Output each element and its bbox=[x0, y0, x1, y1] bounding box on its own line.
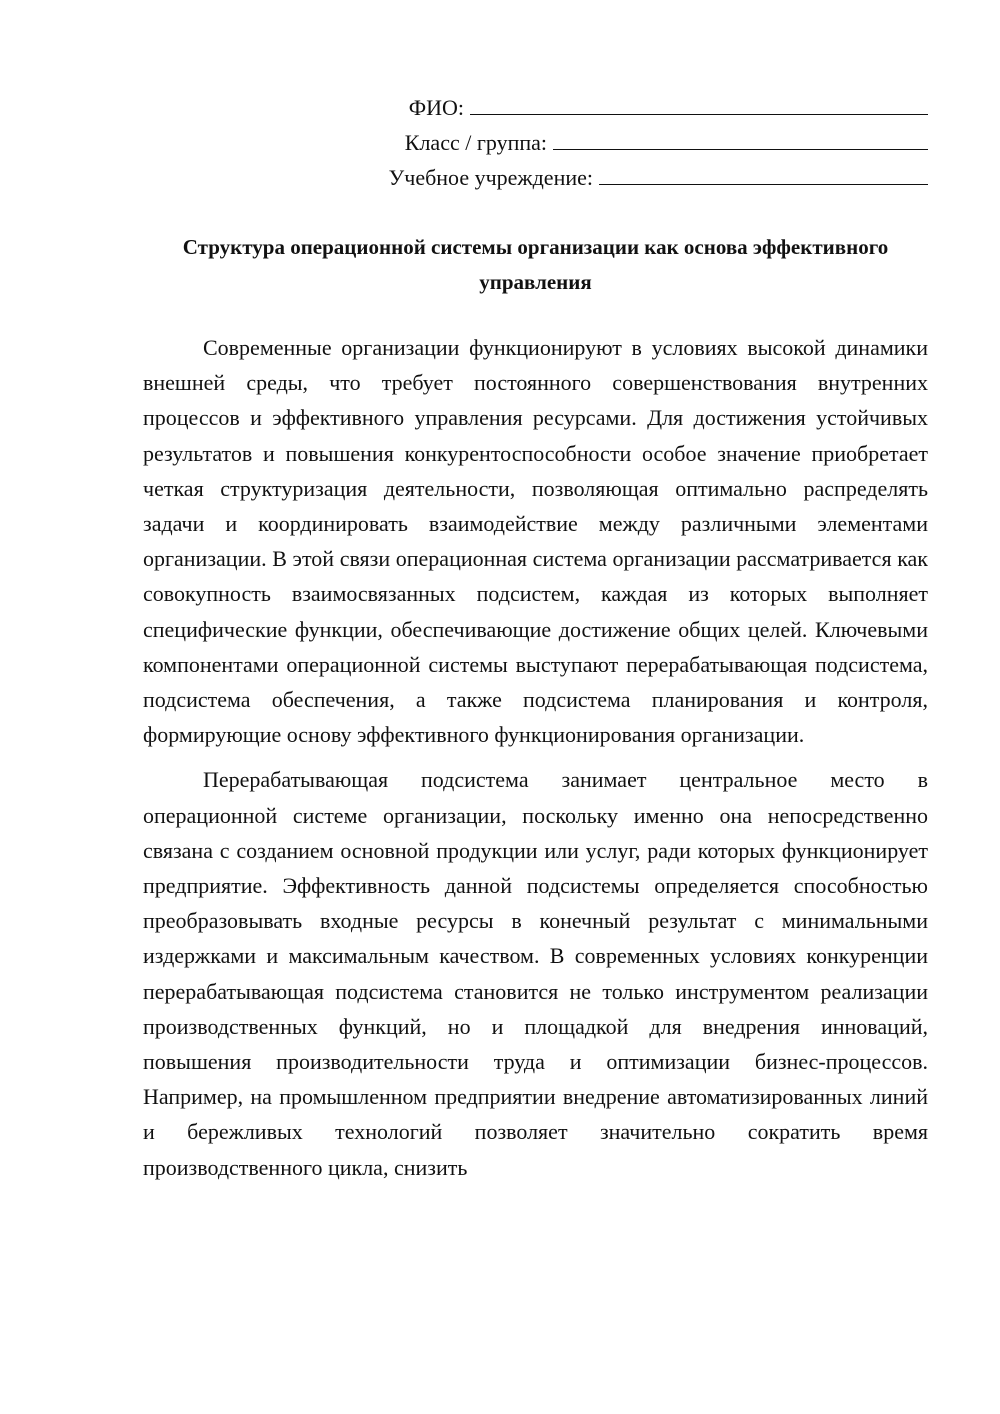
class-label: Класс / группа: bbox=[404, 130, 547, 155]
school-field bbox=[300, 160, 928, 195]
fio-label: ФИО: bbox=[408, 95, 464, 120]
document-body bbox=[143, 330, 928, 1195]
fio-field bbox=[300, 90, 928, 125]
class-field bbox=[300, 125, 928, 160]
class-blank-line bbox=[553, 127, 928, 150]
school-label: Учебное учреждение: bbox=[388, 165, 593, 190]
document-title: Структура операционной системы организации как основа эффективного управления bbox=[182, 235, 889, 294]
fio-blank-line bbox=[470, 92, 928, 115]
student-info-block bbox=[300, 90, 928, 195]
school-blank-line bbox=[599, 162, 928, 185]
paragraph-2: Перерабатывающая подсистема занимает центральное место в операционной системе организации, поскольку именно она непосредственно связана с созданием основной продукции или услуг, ради которых функционирует предприятие. Эффективность данной подсистемы определяется способностью преобразовывать входные ресурсы в конечный результат с минимальными издержками и максимальным качеством. В современных условиях конкуренции перерабатывающая подсистема становится не только инструментом реализации производственных функций, но и площадкой для внедрения инноваций, повышения производительности труда и оптимизации бизнес-процессов. Например, на промышленном предприятии внедрение автоматизированных линий и бережливых технологий позволяет значительно сократить время производственного цикла, снизить bbox=[143, 767, 928, 1180]
paragraph-1: Современные организации функционируют в условиях высокой динамики внешней среды, что требует постоянного совершенствования внутренних процессов и эффективного управления ресурсами. Для достижения устойчивых результатов и повышения конкурентоспособности особое значение приобретает четкая структуризация деятельности, позволяющая оптимально распределять задачи и координировать взаимодействие между различными элементами организации. В этой связи операционная система организации рассматривается как совокупность взаимосвязанных подсистем, каждая из которых выполняет специфические функции, обеспечивающие достижение общих целей. Ключевыми компонентами операционной системы выступают перерабатывающая подсистема, подсистема обеспечения, а также подсистема планирования и контроля, формирующие основу эффективного функционирования организации. bbox=[143, 335, 928, 748]
